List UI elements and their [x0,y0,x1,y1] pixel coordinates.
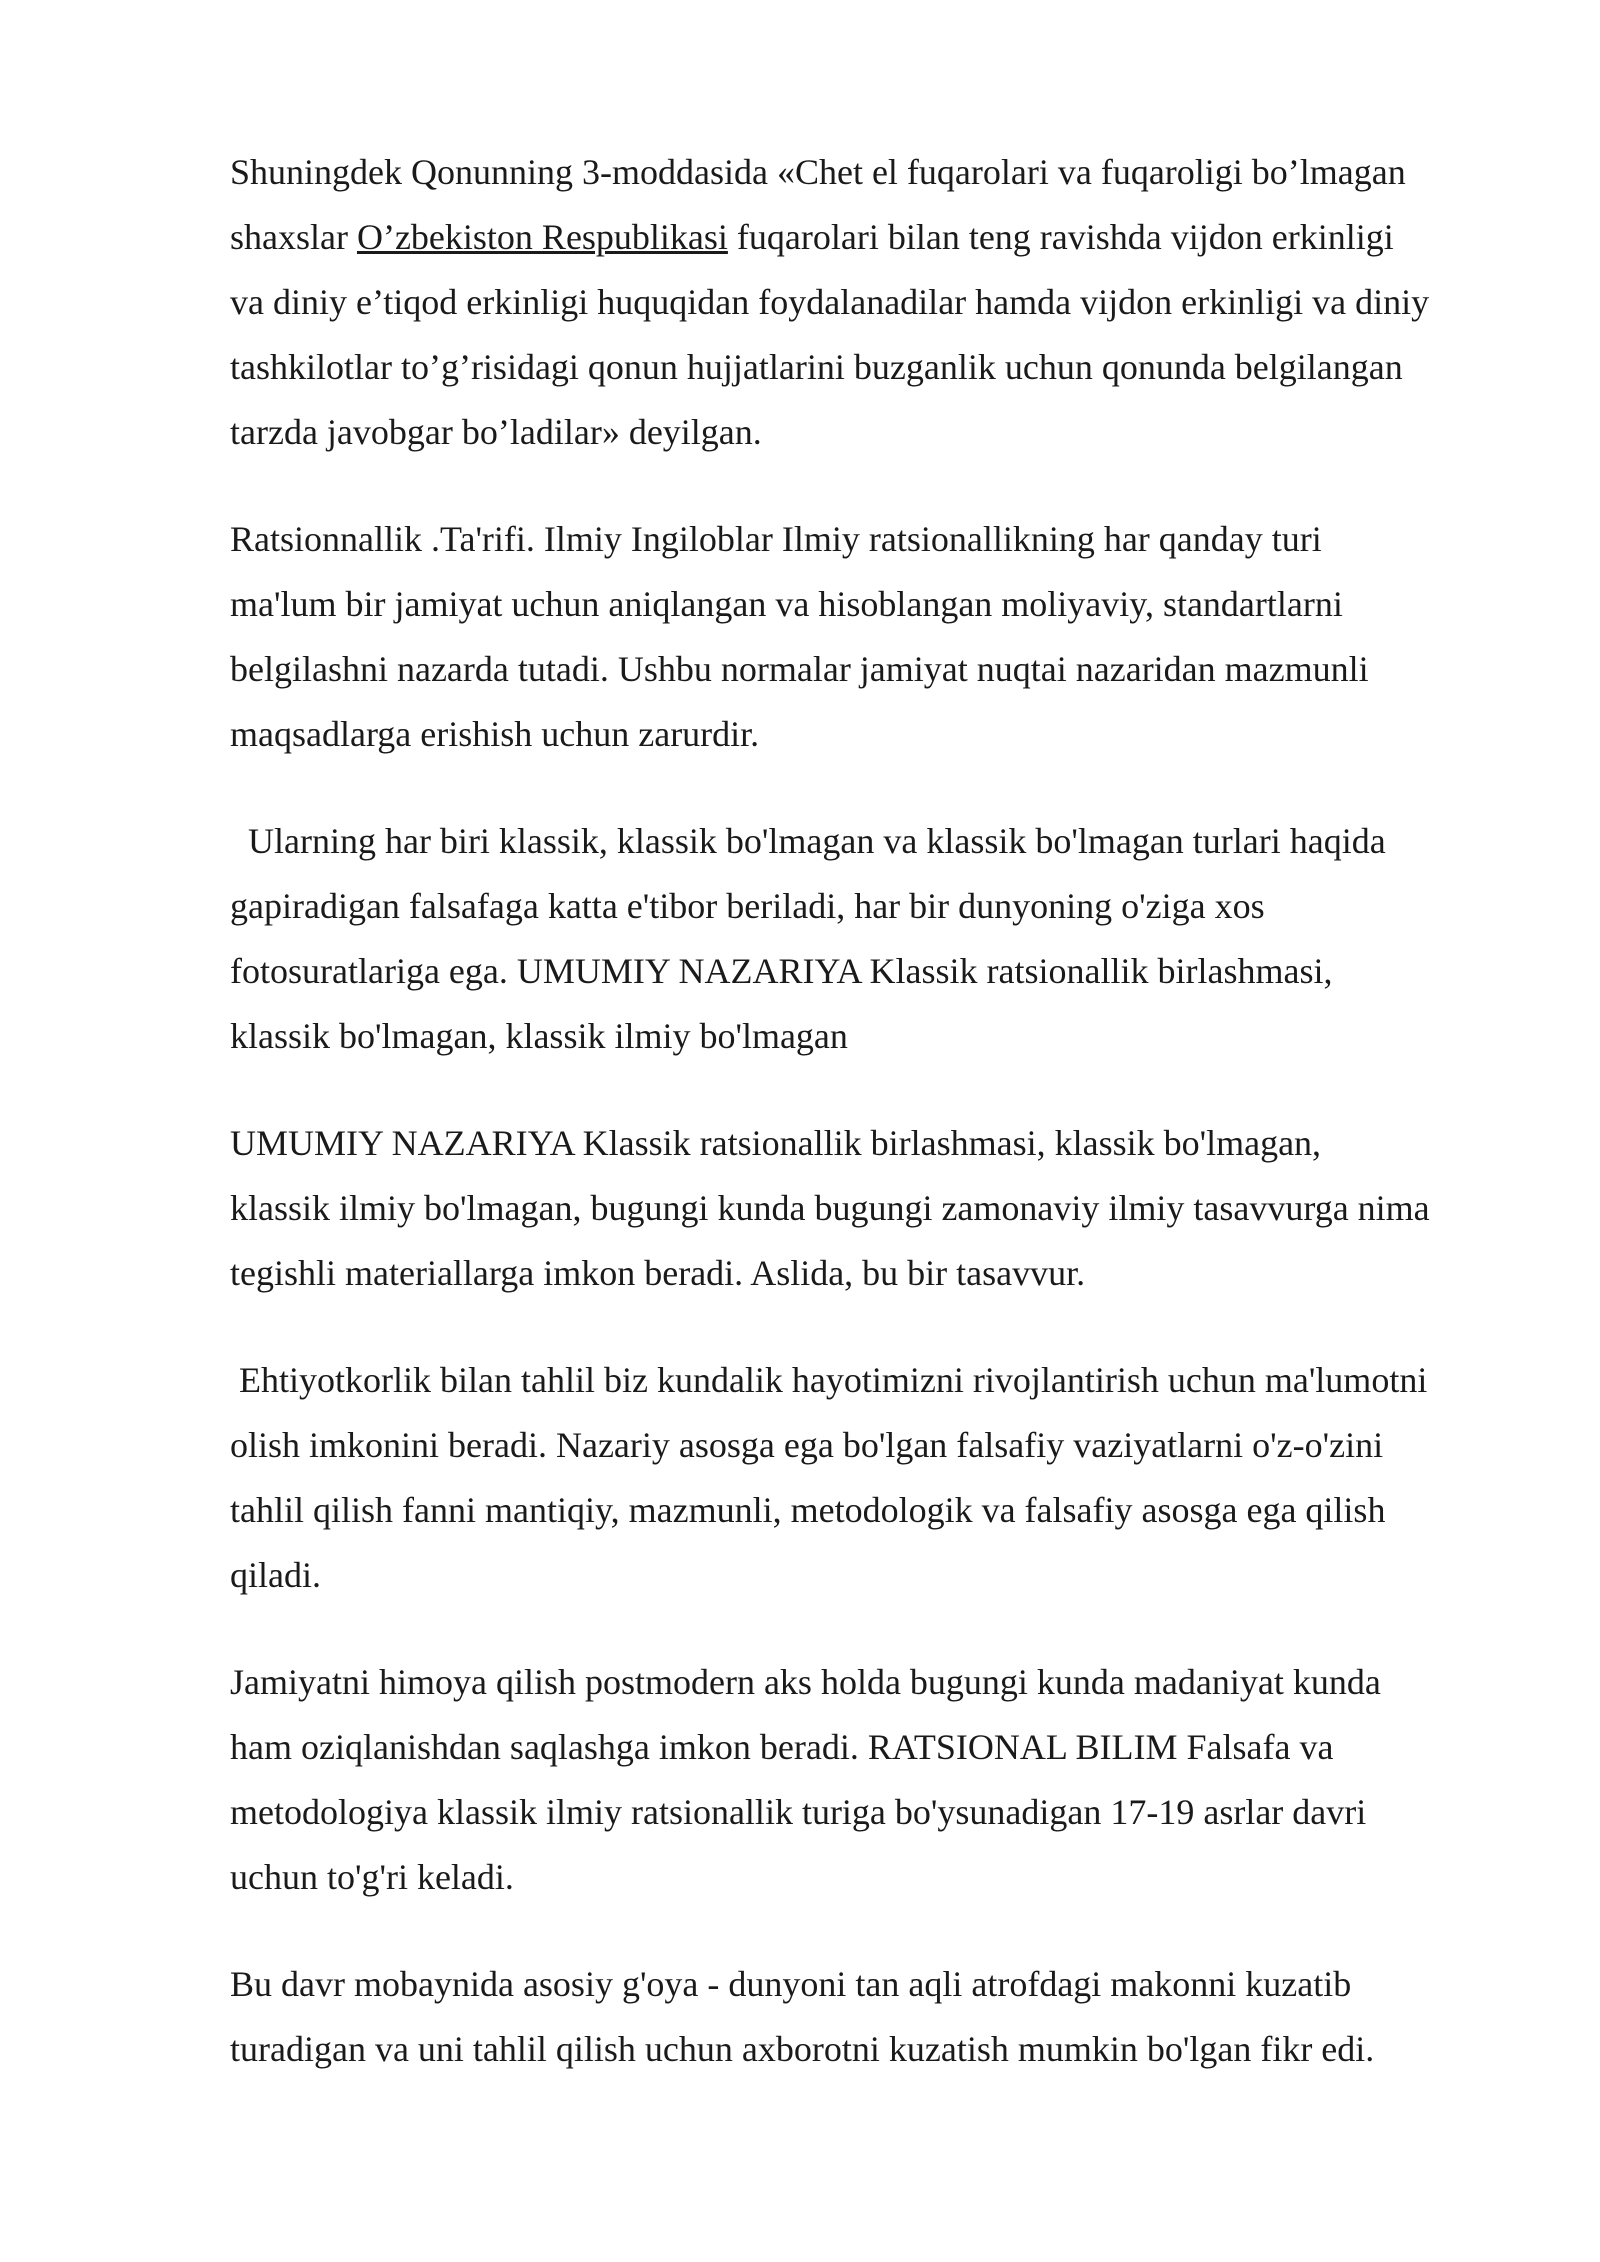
text-line: ham oziqlanishdan saqlashga imkon beradi. RATSIONAL BILIM Falsafa va [230,1727,1334,1767]
text-line [230,205,1510,270]
text-line: tarzda javobgar bo’ladilar» deyilgan. [230,412,762,452]
text-line: maqsadlarga erishish uchun zarurdir. [230,714,760,754]
text-line: fotosuratlariga ega. UMUMIY NAZARIYA Klassik ratsionallik birlashmasi, [230,951,1333,991]
paragraph-6 [230,1650,1510,1910]
text-line: tegishli materiallarga imkon beradi. Aslida, bu bir tasavvur. [230,1253,1086,1293]
text-line: Ratsionnallik .Ta'rifi. Ilmiy Ingiloblar Ilmiy ratsionallikning har qanday turi [230,519,1322,559]
text-line: Jamiyatni himoya qilish postmodern aks holda bugungi kunda madaniyat kunda [230,1662,1381,1702]
text-segment: shaxslar [230,217,357,257]
text-line: klassik bo'lmagan, klassik ilmiy bo'lmagan [230,1016,848,1056]
paragraph-4 [230,1111,1510,1306]
text-line: va diniy e’tiqod erkinligi huquqidan foydalanadilar hamda vijdon erkinligi va diniy [230,282,1430,322]
text-line: turadigan va uni tahlil qilish uchun axborotni kuzatish mumkin bo'lgan fikr edi. [230,2029,1375,2069]
document-body [230,140,1510,2124]
text-line: olish imkonini beradi. Nazariy asosga ega bo'lgan falsafiy vaziyatlarni o'z-o'zini [230,1425,1384,1465]
text-line: qiladi. [230,1555,321,1595]
text-line: UMUMIY NAZARIYA Klassik ratsionallik birlashmasi, klassik bo'lmagan, [230,1123,1322,1163]
text-line: Shuningdek Qonunning 3-moddasida «Chet el fuqarolari va fuqaroligi bo’lmagan [230,152,1406,192]
paragraph-5 [230,1348,1510,1608]
text-line: tashkilotlar to’g’risidagi qonun hujjatlarini buzganlik uchun qonunda belgilangan [230,347,1403,387]
text-line: ma'lum bir jamiyat uchun aniqlangan va hisoblangan moliyaviy, standartlarni [230,584,1343,624]
link-uzbekistan-republic[interactable]: O’zbekiston Respublikasi [356,217,728,257]
text-line: tahlil qilish fanni mantiqiy, mazmunli, metodologik va falsafiy asosga ega qilish [230,1490,1386,1530]
text-line: gapiradigan falsafaga katta e'tibor beriladi, har bir dunyoning o'ziga xos [230,886,1265,926]
text-line: metodologiya klassik ilmiy ratsionallik turiga bo'ysunadigan 17-19 asrlar davri [230,1792,1367,1832]
text-line: Ehtiyotkorlik bilan tahlil biz kundalik hayotimizni rivojlantirish uchun ma'lumotni [239,1360,1428,1400]
text-line: Ularning har biri klassik, klassik bo'lmagan va klassik bo'lmagan turlari haqida [248,821,1386,861]
text-line: Bu davr mobaynida asosiy g'oya - dunyoni tan aqli atrofdagi makonni kuzatib [230,1964,1352,2004]
text-line: klassik ilmiy bo'lmagan, bugungi kunda bugungi zamonaviy ilmiy tasavvurga nima [230,1188,1430,1228]
paragraph-3 [230,809,1510,1069]
text-line: uchun to'g'ri keladi. [230,1857,514,1897]
paragraph-1 [230,140,1510,465]
text-segment: fuqarolari bilan teng ravishda vijdon erkinligi [736,217,1394,257]
paragraph-7 [230,1952,1510,2082]
paragraph-2 [230,507,1510,767]
text-line: belgilashni nazarda tutadi. Ushbu normalar jamiyat nuqtai nazaridan mazmunli [230,649,1369,689]
